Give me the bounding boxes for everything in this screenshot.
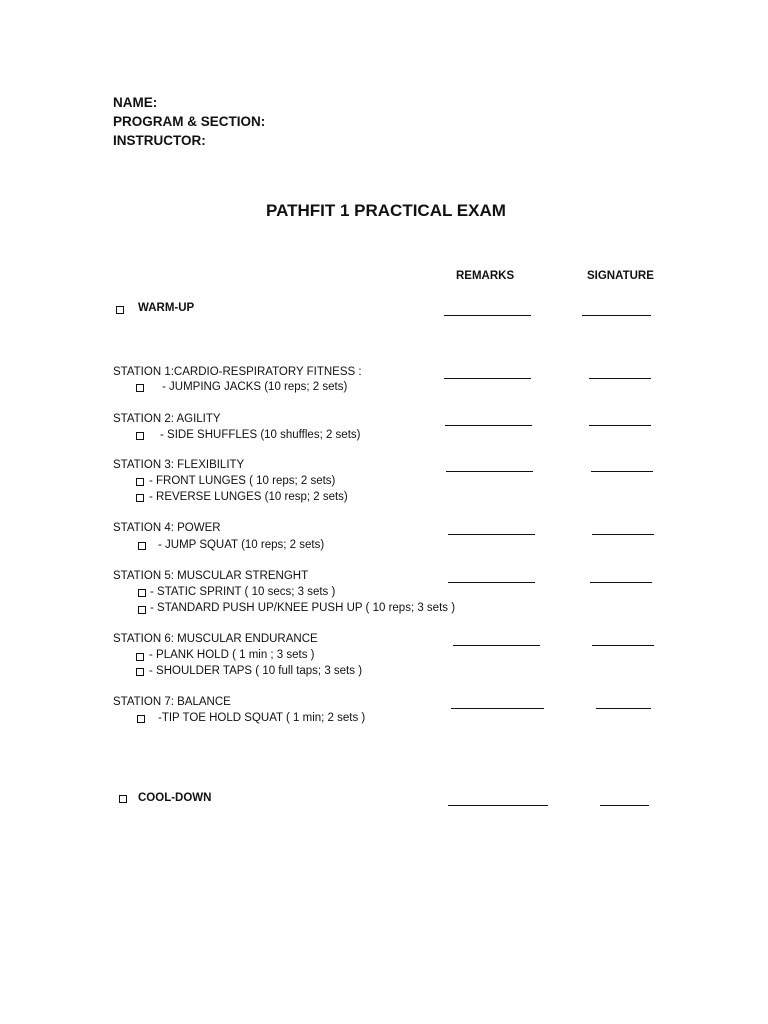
warmup-checkbox[interactable]: [116, 306, 124, 314]
cooldown-checkbox[interactable]: [119, 795, 127, 803]
remarks-column-header: REMARKS: [456, 270, 515, 282]
cooldown-label: COOL-DOWN: [138, 792, 212, 804]
station-6-item-1: - PLANK HOLD ( 1 min ; 3 sets ): [149, 649, 315, 661]
program-section-label: PROGRAM & SECTION:: [113, 114, 266, 129]
station-7-title: STATION 7: BALANCE: [113, 696, 231, 708]
station-5-item-2: - STANDARD PUSH UP/KNEE PUSH UP ( 10 reps; 3 sets ): [150, 602, 456, 614]
station-5-signature-line[interactable]: [590, 582, 652, 583]
station-6-item-2: - SHOULDER TAPS ( 10 full taps; 3 sets ): [149, 665, 363, 677]
station-5-item-1: - STATIC SPRINT ( 10 secs; 3 sets ): [150, 586, 336, 598]
station-2-title: STATION 2: AGILITY: [113, 413, 221, 425]
station-1-item-1-checkbox[interactable]: [136, 384, 144, 392]
instructor-label: INSTRUCTOR:: [113, 133, 206, 148]
station-3-item-1-checkbox[interactable]: [136, 478, 144, 486]
warmup-signature-line[interactable]: [582, 315, 651, 316]
station-3-item-1: - FRONT LUNGES ( 10 reps; 2 sets): [149, 475, 336, 487]
station-3-title: STATION 3: FLEXIBILITY: [113, 459, 245, 471]
station-5-title: STATION 5: MUSCULAR STRENGHT: [113, 570, 309, 582]
station-2-item-1-checkbox[interactable]: [136, 432, 144, 440]
station-6-item-2-checkbox[interactable]: [136, 668, 144, 676]
station-2-signature-line[interactable]: [589, 425, 651, 426]
station-3-item-2-checkbox[interactable]: [136, 494, 144, 502]
station-7-remarks-line[interactable]: [451, 708, 544, 709]
station-6-title: STATION 6: MUSCULAR ENDURANCE: [113, 633, 318, 645]
station-4-remarks-line[interactable]: [448, 534, 535, 535]
station-5-item-1-checkbox[interactable]: [138, 589, 146, 597]
station-1-remarks-line[interactable]: [444, 378, 531, 379]
page-title: PATHFIT 1 PRACTICAL EXAM: [266, 201, 506, 220]
warmup-label: WARM-UP: [138, 302, 195, 314]
signature-column-header: SIGNATURE: [587, 270, 654, 282]
station-4-title: STATION 4: POWER: [113, 522, 221, 534]
station-3-signature-line[interactable]: [591, 471, 653, 472]
station-1-signature-line[interactable]: [589, 378, 651, 379]
cooldown-remarks-line[interactable]: [448, 805, 548, 806]
station-3-item-2: - REVERSE LUNGES (10 resp; 2 sets): [149, 491, 348, 503]
station-7-item-1: -TIP TOE HOLD SQUAT ( 1 min; 2 sets ): [158, 712, 366, 724]
station-6-item-1-checkbox[interactable]: [136, 653, 144, 661]
station-3-remarks-line[interactable]: [446, 471, 533, 472]
station-1-item-1: - JUMPING JACKS (10 reps; 2 sets): [162, 381, 348, 393]
station-2-item-1: - SIDE SHUFFLES (10 shuffles; 2 sets): [160, 429, 361, 441]
cooldown-signature-line[interactable]: [600, 805, 649, 806]
station-5-item-2-checkbox[interactable]: [138, 606, 146, 614]
name-label: NAME:: [113, 95, 158, 110]
station-7-item-1-checkbox[interactable]: [137, 715, 145, 723]
station-4-item-1: - JUMP SQUAT (10 reps; 2 sets): [158, 539, 325, 551]
station-1-title: STATION 1:CARDIO-RESPIRATORY FITNESS :: [113, 366, 362, 378]
station-7-signature-line[interactable]: [596, 708, 651, 709]
station-2-remarks-line[interactable]: [445, 425, 532, 426]
station-4-signature-line[interactable]: [592, 534, 654, 535]
warmup-remarks-line[interactable]: [444, 315, 531, 316]
station-6-signature-line[interactable]: [592, 645, 654, 646]
station-4-item-1-checkbox[interactable]: [138, 542, 146, 550]
station-5-remarks-line[interactable]: [448, 582, 535, 583]
station-6-remarks-line[interactable]: [453, 645, 540, 646]
